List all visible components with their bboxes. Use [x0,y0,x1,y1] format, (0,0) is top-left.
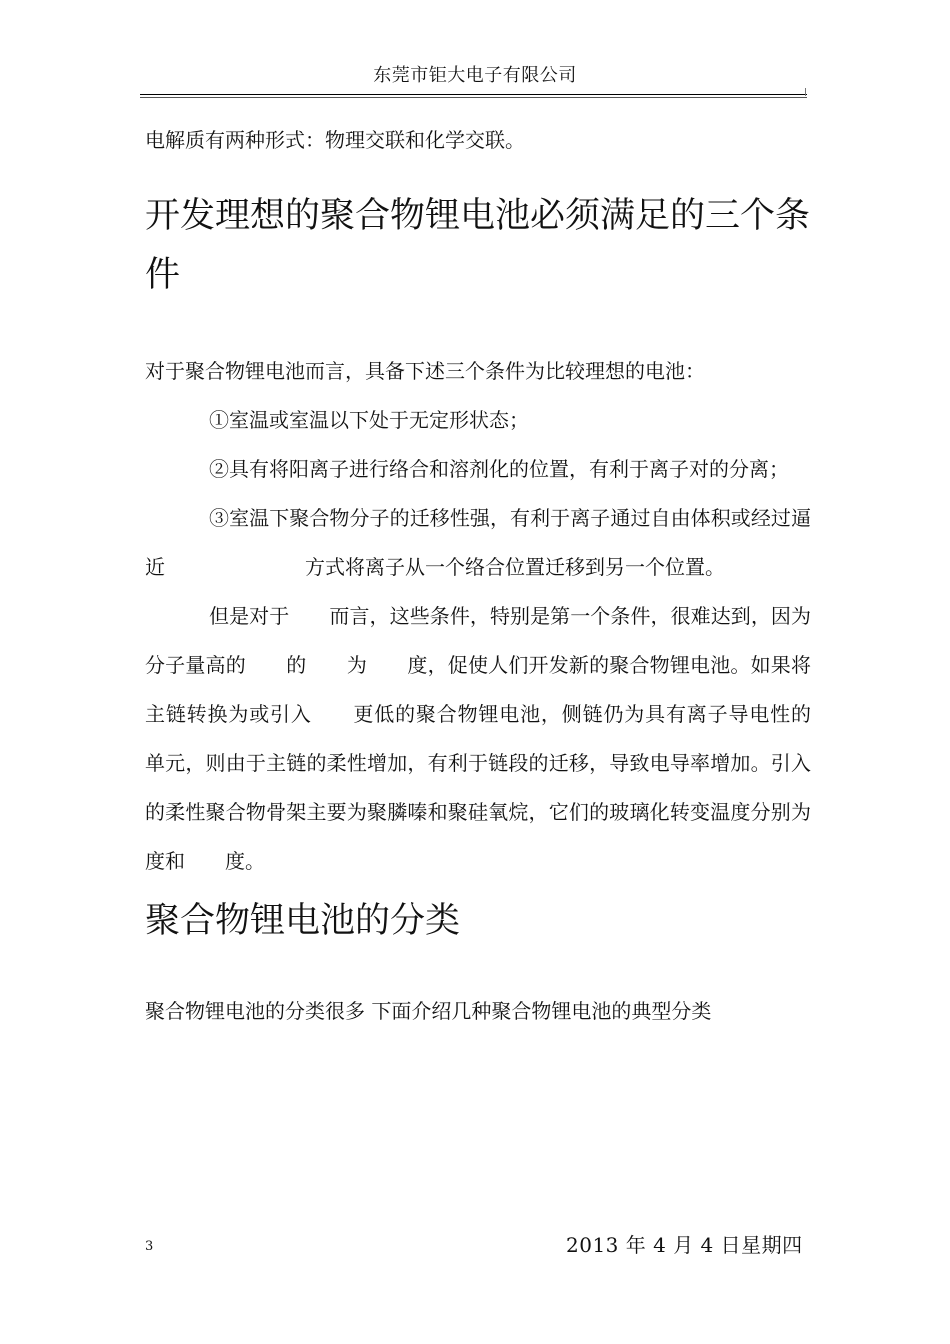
header-rule [140,94,807,95]
section-heading-classification: 聚合物锂电池的分类 [145,901,461,941]
document-body [145,116,851,1036]
footer-page-number: 3 [145,1239,154,1254]
page-header-company: 东莞市钜大电子有限公司 [373,65,577,86]
footer-date: 2013 年 4 月 4 日星期四 [566,1233,803,1257]
paragraph-conditions-intro: 对于聚合物锂电池而言，具备下述三个条件为比较理想的电池： [145,359,705,383]
condition-item-1: ①室温或室温以下处于无定形状态； [209,408,529,432]
condition-item-3: ③室温下聚合物分子的迁移性强，有利于离子通过自由体积或经过逼近 方式将离子从一个络合位置迁移到另一个位置。 [145,506,811,579]
paragraph-electrolyte-forms: 电解质有两种形式：物理交联和化学交联。 [145,128,525,152]
condition-item-2: ②具有将阳离子进行络合和溶剂化的位置，有利于离子对的分离； [209,457,789,481]
header-rule-tick [805,88,806,96]
header-rule-secondary [140,97,807,98]
section-heading-conditions: 开发理想的聚合物锂电池必须满足的三个条件 [145,196,811,295]
paragraph-discussion: 但是对于 而言，这些条件，特别是第一个条件，很难达到，因为分子量高的 的 为 度，促使人们开发新的聚合物锂电池。如果将 主链转换为或引入 更低的聚合物锂电池，侧链仍为具有离子导电性的 单元，则由于主链的柔性增加，有利于链段的迁移，导致电导率增加。引入的柔性聚合物骨架主要为聚膦嗪和聚硅氧烷，它们的玻璃化转变温度分别为 度和 度。 [145,604,851,873]
paragraph-classification: 聚合物锂电池的分类很多 下面介绍几种聚合物锂电池的典型分类 [145,999,712,1023]
